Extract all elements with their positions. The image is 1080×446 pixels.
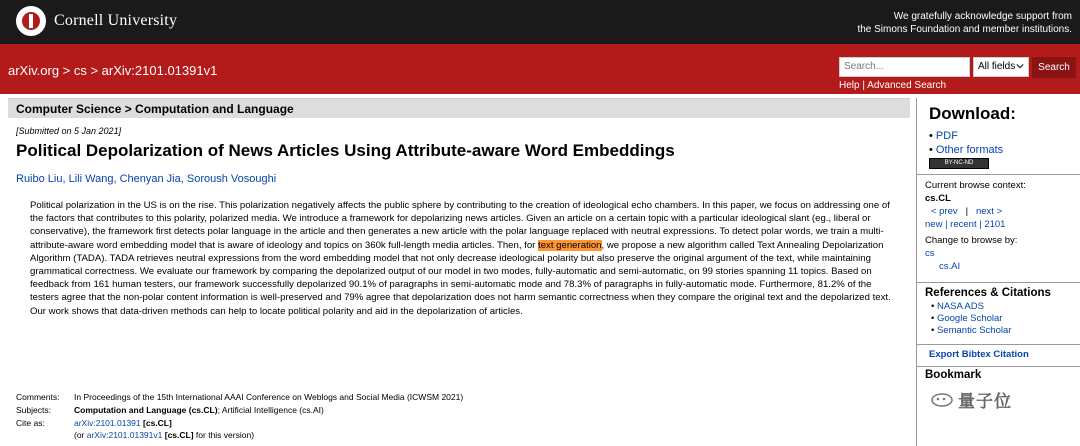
browse-csai-link[interactable]: cs.AI xyxy=(939,261,961,272)
category-bar xyxy=(8,98,910,118)
google-scholar-link[interactable]: • Google Scholar xyxy=(931,313,1080,325)
abstract xyxy=(30,199,898,318)
download-title: Download: xyxy=(929,104,1016,123)
pdf-link[interactable]: • PDF xyxy=(929,129,1003,143)
license-badge[interactable]: BY-NC-ND xyxy=(929,158,989,169)
prev-link[interactable]: < prev xyxy=(931,206,958,217)
abstract-text: , we propose a new algorithm called Text Annealing Depolarization Algorithm (TADA). TADA retrieves neutral expressions from the word embedding model that not only decrease ideological polarity but also preserve the original argument of the text, while maintaining grammatical correctness. We evaluate our framework by comparing the depolarized output of our model in two modes, fully-automatic and semi-automatic, on 99 stories spanning 11 topics. Based on feedback from 161 human testers, our framework successfully depolarized 90.1% of paragraphs in semi-automatic mode and 78.3% of paragraphs in fully-automatic mode. Furthermore, 81.2% of the testers agree that the non-polar content information is well-preserved and 79% agree that depolarization does not harm semantic correctness when they compare the original text and the depolarized text. Our work shows that data-driven methods can help to locate political polarity and aid in the depolarization of articles. xyxy=(30,239,891,317)
author-list: Ruibo Liu, Lili Wang, Chenyan Jia, Soroush Vosoughi xyxy=(16,173,277,185)
top-bar xyxy=(0,0,1080,44)
help-links[interactable]: Help | Advanced Search xyxy=(839,80,947,91)
references-section xyxy=(917,282,1080,337)
cite-label: Cite as: xyxy=(16,417,45,428)
author-link[interactable]: Chenyan Jia xyxy=(119,173,181,185)
other-formats-link[interactable]: • Other formats xyxy=(929,143,1003,157)
search-button[interactable]: Search xyxy=(1032,57,1076,78)
author-link[interactable]: Lili Wang xyxy=(68,173,114,185)
paper-title: Political Depolarization of News Articles Using Attribute-aware Word Embeddings xyxy=(16,141,675,160)
version-prefix: (or xyxy=(74,430,87,441)
version-row xyxy=(16,429,463,442)
category-title: Computer Science > Computation and Language xyxy=(16,102,294,116)
ack-line-2: the Simons Foundation and member institutions. xyxy=(857,24,1072,35)
browse-cs-link[interactable]: cs xyxy=(925,248,935,259)
export-bibtex-link[interactable]: Export Bibtex Citation xyxy=(917,344,1080,360)
browse-context xyxy=(917,174,1080,273)
nav-bar xyxy=(0,44,1080,94)
cornell-seal-icon xyxy=(16,6,46,36)
nasa-ads-link[interactable]: • NASA ADS xyxy=(931,301,1080,313)
other-subjects: ; Artificial Intelligence (cs.AI) xyxy=(217,404,324,415)
search-highlight: text generation xyxy=(538,239,602,251)
version-value xyxy=(74,429,254,442)
change-browse-label: Change to browse by: xyxy=(925,235,1018,246)
version-suffix: for this version) xyxy=(193,430,255,441)
new-recent-links[interactable]: new | recent | 2101 xyxy=(925,219,1006,230)
cite-category: [cs.CL] xyxy=(143,417,172,428)
prev-next xyxy=(925,205,1080,218)
subjects-value xyxy=(74,404,324,417)
semantic-scholar-link[interactable]: • Semantic Scholar xyxy=(931,325,1080,337)
ack-line-1: We gratefully acknowledge support from xyxy=(893,11,1072,22)
references-title: References & Citations xyxy=(925,287,1051,299)
chevron-down-icon xyxy=(1016,62,1024,70)
subjects-row xyxy=(16,404,463,417)
university-name: Cornell University xyxy=(54,12,178,29)
metadata-table xyxy=(16,391,463,442)
watermark xyxy=(930,386,1070,412)
cite-row xyxy=(16,417,463,430)
author-link[interactable]: Ruibo Liu xyxy=(16,173,63,185)
search-input[interactable]: Search... xyxy=(839,57,970,77)
breadcrumb[interactable]: arXiv.org > cs > arXiv:2101.01391v1 xyxy=(8,63,218,78)
watermark-logo-icon xyxy=(930,391,954,407)
field-select[interactable] xyxy=(973,57,1029,77)
watermark-text: 量子位 xyxy=(958,391,1012,411)
primary-subject: Computation and Language (cs.CL) xyxy=(74,404,218,415)
bookmark-title: Bookmark xyxy=(917,366,1080,381)
version-category: [cs.CL] xyxy=(164,430,194,441)
acknowledgement xyxy=(857,10,1072,36)
browse-context-label: Current browse context: xyxy=(925,180,1026,191)
abstract-text: Political polarization in the US is on the rise. This polarization negatively affects the public sphere by contributing to the creation of ideological echo chambers. In this paper, we focus on addressing one of the factors that contributes to this polarity, polarized media. We introduce a framework for depolarizing news articles. Given an article on a certain topic with a particular ideological slant (eg., liberal or conservative), the framework first detects polar language in the article and then generates a new article with the polar language replaced with neutral expressions. To detect polar words, we train a multi-attribute-aware word embedding model that is aware of ideology and topics on 360k full-length media articles. Then, for xyxy=(30,200,890,251)
separator: | xyxy=(965,206,969,217)
cite-link[interactable]: arXiv:2101.01391 xyxy=(74,417,141,428)
comments-value: In Proceedings of the 15th International AAAI Conference on Weblogs and Social Media (ICWSM 2021) xyxy=(74,392,464,402)
cornell-logo[interactable] xyxy=(16,6,177,36)
browse-context-value: cs.CL xyxy=(925,193,951,204)
subjects-label: Subjects: xyxy=(16,404,51,415)
field-select-value: All fields xyxy=(978,61,1016,72)
references-list xyxy=(925,301,1080,337)
cite-value xyxy=(74,417,172,430)
submitted-date: [Submitted on 5 Jan 2021] xyxy=(16,126,122,136)
comments-row xyxy=(16,391,463,404)
download-list xyxy=(929,129,1003,157)
comments-label: Comments: xyxy=(16,392,60,402)
next-link[interactable]: next > xyxy=(975,206,1003,217)
version-link[interactable]: arXiv:2101.01391v1 xyxy=(86,430,163,441)
author-link[interactable]: Soroush Vosoughi xyxy=(186,173,277,185)
